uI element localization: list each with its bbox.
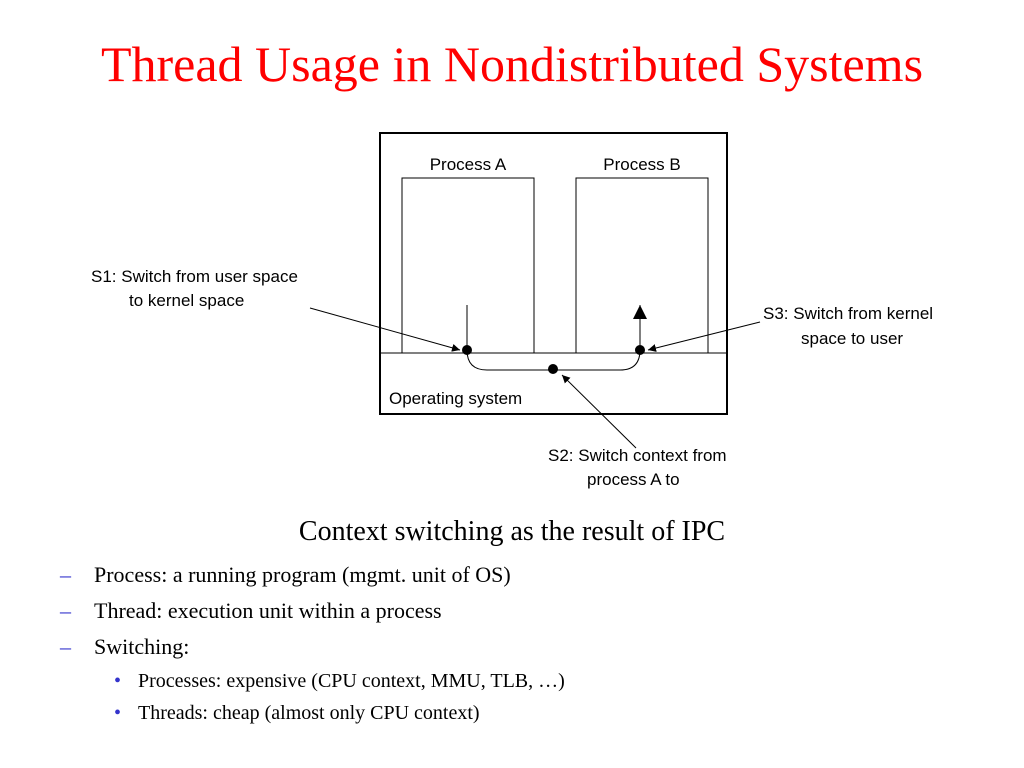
s1-pointer-arrow	[310, 308, 460, 350]
s3-pointer-arrow	[648, 322, 760, 350]
dash-marker: –	[60, 562, 71, 587]
bullet-item	[58, 559, 565, 595]
dot-marker: •	[114, 702, 122, 724]
s1-label-line-2: to kernel space	[129, 291, 245, 310]
process-b-label: Process B	[603, 155, 681, 174]
dot-marker: •	[114, 670, 122, 692]
s3-point	[635, 345, 645, 355]
sub-bullet-item	[58, 667, 565, 699]
slide-title: Thread Usage in Nondistributed Systems	[100, 36, 924, 92]
process-a-label: Process A	[429, 155, 507, 174]
figure-caption: Context switching as the result of IPC	[298, 516, 726, 547]
s3-label-line-1: S3: Switch from kernel	[763, 304, 934, 323]
bullet-text: Thread: execution unit within a process	[94, 598, 442, 623]
dash-marker: –	[60, 634, 71, 659]
process-a-box	[402, 178, 534, 353]
s2-pointer-arrow	[562, 375, 636, 448]
dash-marker: –	[60, 598, 71, 623]
bullet-item	[58, 595, 565, 631]
process-b-box	[576, 178, 708, 353]
bullet-text: Process: a running program (mgmt. unit of OS)	[94, 562, 511, 587]
s1-point	[462, 345, 472, 355]
sub-bullet-text: Threads: cheap (almost only CPU context)	[138, 702, 480, 724]
bullet-text: Switching:	[94, 634, 190, 659]
bullet-list	[58, 559, 565, 731]
sub-bullet-text: Processes: expensive (CPU context, MMU, TLB, …)	[138, 670, 565, 692]
sub-bullet-item	[58, 699, 565, 731]
operating-system-label: Operating system	[389, 389, 523, 408]
bullet-item	[58, 631, 565, 667]
s2-label-line-2: process A to	[587, 470, 680, 489]
s3-label-line-2: space to user	[801, 329, 904, 348]
s2-label-line-1: S2: Switch context from	[548, 446, 727, 465]
s1-label-line-1: S1: Switch from user space	[91, 267, 298, 286]
s2-point	[548, 364, 558, 374]
